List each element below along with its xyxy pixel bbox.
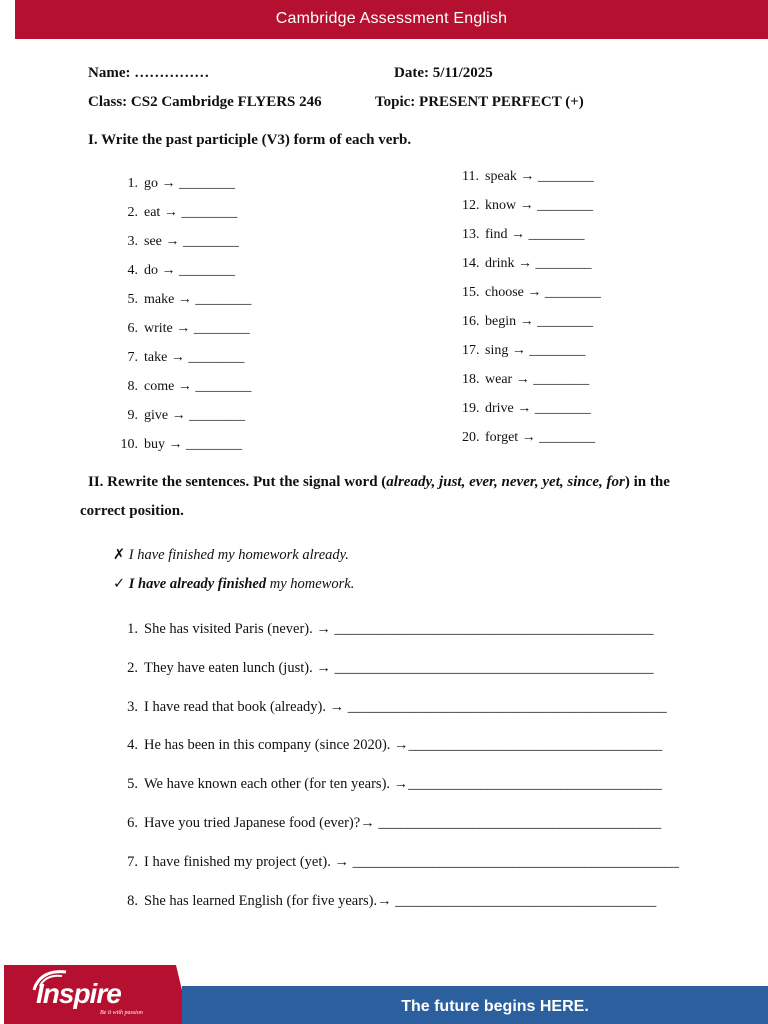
item-number: 5. [127, 292, 138, 307]
section2-title [88, 474, 670, 491]
header-title: Cambridge Assessment English [275, 10, 508, 27]
list-item [462, 285, 601, 301]
item-number: 7. [127, 350, 138, 365]
item-text: I have read that book (already). → ____________________________________________ [144, 698, 667, 715]
list-item [116, 437, 242, 453]
list-item [116, 350, 244, 366]
item-number: 1. [127, 176, 138, 191]
cross-icon: ✗ [113, 547, 126, 563]
item-text: make → ________ [144, 292, 252, 307]
item-number: 8. [127, 379, 138, 394]
signal-words: already, just, ever, never, yet, since, for [386, 474, 625, 490]
item-text: begin → ________ [485, 314, 594, 329]
list-item [116, 263, 235, 279]
item-text: choose → ________ [485, 285, 601, 300]
item-number: 18. [462, 372, 480, 387]
item-text: We have known each other (for ten years). →___________________________________ [144, 776, 662, 793]
item-number: 11. [462, 169, 479, 184]
section2-title-start: II. Rewrite the sentences. Put the signal word ( [88, 474, 387, 490]
list-item [462, 256, 592, 272]
logo-slogan: Be it with passion [100, 1010, 143, 1016]
item-number: 9. [127, 408, 138, 423]
list-item [116, 176, 235, 192]
list-item [116, 893, 656, 910]
item-text: take → ________ [144, 350, 245, 365]
item-text: speak → ________ [485, 169, 594, 184]
list-item [462, 372, 589, 388]
list-item [116, 776, 662, 793]
item-number: 13. [462, 227, 480, 242]
name-field: Name: …………… [88, 65, 210, 81]
item-number: 3. [127, 698, 138, 715]
footer-tagline: The future begins HERE. [401, 998, 589, 1015]
footer-banner [182, 986, 768, 1024]
item-text: She has visited Paris (never). → ____________________________________________ [144, 621, 654, 637]
list-item [462, 401, 591, 417]
list-item [462, 169, 594, 185]
list-item [116, 621, 653, 638]
wrong-example-text: I have finished my homework already. [128, 547, 349, 563]
item-text: sing → ________ [485, 343, 586, 358]
item-number: 2. [127, 659, 138, 676]
item-text: They have eaten lunch (just). → ____________________________________________ [144, 659, 654, 676]
item-number: 5. [127, 776, 138, 793]
list-item [462, 198, 593, 214]
item-number: 4. [127, 737, 138, 754]
list-item [116, 234, 239, 250]
item-number: 3. [127, 234, 138, 249]
item-text: She has learned English (for five years).→ ____________________________________ [144, 892, 657, 909]
right-example-rest: my homework. [266, 576, 355, 592]
list-item [116, 408, 245, 424]
logo: Inspire [36, 978, 121, 1009]
item-text: find → ________ [485, 227, 585, 242]
item-text: eat → ________ [144, 205, 238, 220]
item-number: 10. [120, 437, 138, 452]
item-number: 12. [462, 198, 480, 213]
wrong-example [113, 547, 349, 564]
list-item [116, 854, 679, 871]
item-text: drive → ________ [485, 401, 591, 416]
section2-title-end: ) in the [624, 474, 670, 490]
item-number: 20. [462, 430, 480, 445]
item-number: 14. [462, 256, 480, 271]
section2-title-line2: correct position. [80, 503, 184, 519]
item-text: come → ________ [144, 379, 252, 394]
list-item [116, 379, 251, 395]
item-number: 4. [127, 263, 138, 278]
topic-field: Topic: PRESENT PERFECT (+) [375, 94, 584, 110]
item-number: 16. [462, 314, 480, 329]
section1-title: I. Write the past participle (V3) form of each verb. [88, 132, 412, 148]
item-number: 6. [127, 815, 138, 831]
list-item [116, 321, 250, 337]
item-number: 1. [127, 621, 138, 637]
list-item [116, 737, 662, 754]
list-item [116, 660, 653, 677]
item-number: 2. [127, 205, 138, 220]
item-text: go → ________ [144, 176, 235, 191]
item-text: forget → ________ [485, 430, 596, 445]
list-item [116, 205, 237, 221]
class-field: Class: CS2 Cambridge FLYERS 246 [88, 94, 322, 110]
item-text: wear → ________ [485, 372, 590, 387]
item-text: write → ________ [144, 321, 250, 336]
list-item [462, 430, 595, 446]
header-bar [15, 0, 768, 39]
item-number: 15. [462, 285, 480, 300]
list-item [116, 292, 251, 308]
list-item [116, 699, 667, 716]
right-example-bold: I have already finished [128, 576, 267, 592]
list-item [462, 227, 585, 243]
item-number: 19. [462, 401, 480, 416]
item-number: 8. [127, 892, 138, 909]
date-field: Date: 5/11/2025 [394, 65, 493, 81]
item-text: give → ________ [144, 408, 246, 423]
item-text: I have finished my project (yet). → _____________________________________________ [144, 853, 679, 870]
item-text: see → ________ [144, 234, 239, 249]
item-text: do → ________ [144, 263, 235, 278]
check-icon: ✓ [113, 576, 126, 592]
item-number: 17. [462, 343, 480, 358]
item-text: buy → ________ [144, 437, 242, 452]
list-item [116, 815, 661, 832]
item-text: He has been in this company (since 2020). →___________________________________ [144, 737, 663, 754]
item-text: Have you tried Japanese food (ever)?→ _______________________________________ [144, 815, 662, 831]
item-number: 6. [127, 321, 138, 336]
list-item [462, 314, 593, 330]
item-text: know → ________ [485, 198, 594, 213]
right-example [113, 576, 354, 593]
item-text: drink → ________ [485, 256, 592, 271]
item-number: 7. [127, 853, 138, 870]
list-item [462, 343, 585, 359]
